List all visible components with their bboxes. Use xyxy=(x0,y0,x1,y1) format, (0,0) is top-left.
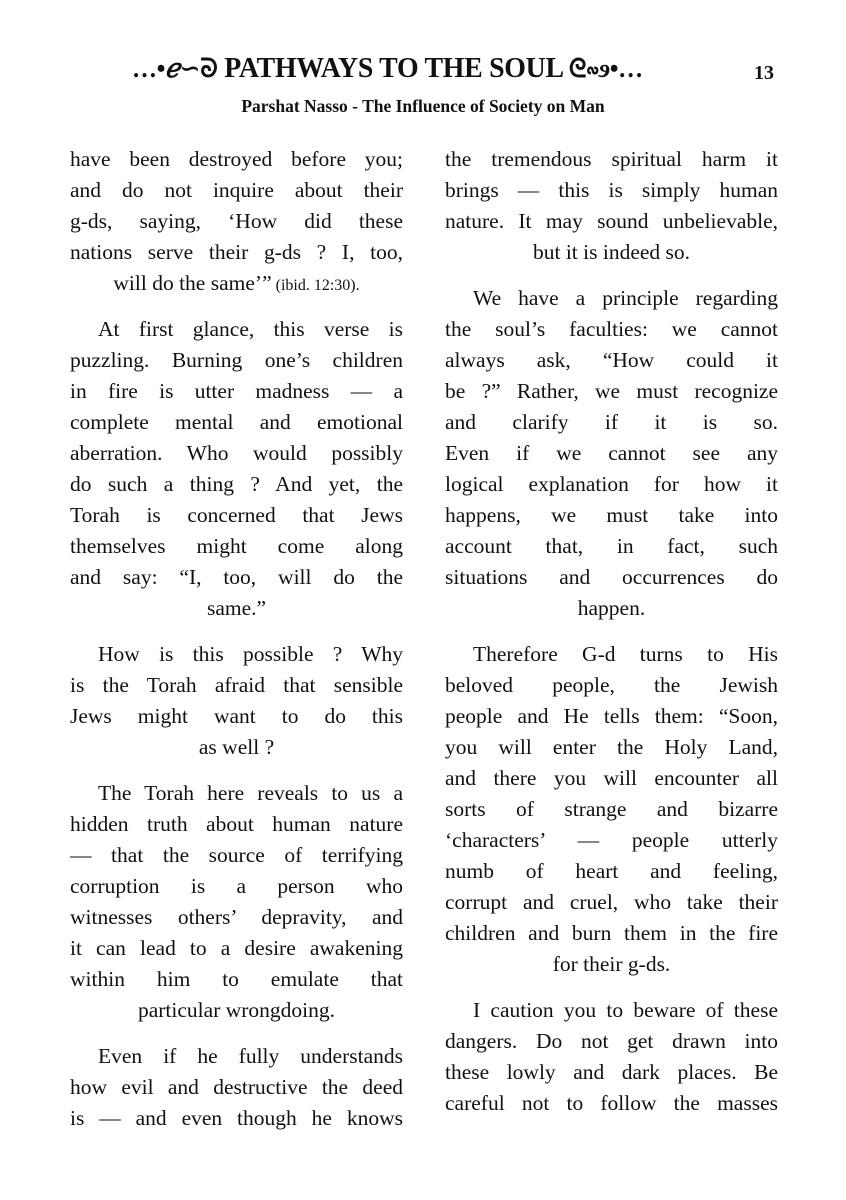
text-line: hidden truth about human nature xyxy=(70,812,403,836)
text-line: and clarify if it is so. xyxy=(445,410,778,434)
text-line: ‘characters’ — people utterly xyxy=(445,828,778,852)
page-number: 13 xyxy=(754,62,774,84)
text-line: same.” xyxy=(206,596,267,620)
text-line: in fire is utter madness — a xyxy=(70,379,403,403)
text-line: particular wrongdoing. xyxy=(137,998,336,1022)
book-title-row xyxy=(132,52,643,85)
chapter-subtitle: Parshat Nasso - The Influence of Society on Man xyxy=(241,96,605,116)
text-line: happen. xyxy=(577,596,646,620)
text-line: aberration. Who would possibly xyxy=(70,441,403,465)
paragraph xyxy=(445,144,778,268)
text-line: is the Torah afraid that sensible xyxy=(70,673,403,697)
text-line: within him to emulate that xyxy=(70,967,403,991)
text-line: these lowly and dark places. Be xyxy=(445,1060,778,1084)
book-title: PATHWAYS TO THE SOUL xyxy=(224,52,563,84)
text-line: and say: “I, too, will do the xyxy=(70,565,403,589)
text-line: as well ? xyxy=(198,735,275,759)
paragraph xyxy=(445,995,778,1119)
text-line: always ask, “How could it xyxy=(445,348,778,372)
paragraph xyxy=(70,314,403,624)
paragraph xyxy=(70,144,403,299)
text-line: situations and occurrences do xyxy=(445,565,778,589)
text-line: the tremendous spiritual harm it xyxy=(445,147,778,171)
text-line: how evil and destructive the deed xyxy=(70,1075,403,1099)
citation: (ibid. 12:30). xyxy=(271,277,360,294)
text-line: complete mental and emotional xyxy=(70,410,403,434)
paragraph xyxy=(70,778,403,1026)
text-line: for their g-ds. xyxy=(552,952,671,976)
text-line: puzzling. Burning one’s children xyxy=(70,348,403,372)
text-line: Therefore G-d turns to His xyxy=(473,642,778,666)
text-line: How is this possible ? Why xyxy=(98,642,403,666)
left-column xyxy=(70,144,403,1149)
paragraph xyxy=(445,639,778,980)
text-line: nations serve their g-ds ? I, too, xyxy=(70,240,403,264)
text-line: it can lead to a desire awakening xyxy=(70,936,403,960)
paragraph xyxy=(445,283,778,624)
text-line: themselves might come along xyxy=(70,534,403,558)
text-line: Even if we cannot see any xyxy=(445,441,778,465)
text-line: witnesses others’ depravity, and xyxy=(70,905,403,929)
text-line: Torah is concerned that Jews xyxy=(70,503,403,527)
ornament-left-icon: …•ℯ∽ᘐ xyxy=(132,54,218,83)
text-line xyxy=(70,268,403,299)
text-line: dangers. Do not get drawn into xyxy=(445,1029,778,1053)
text-line: beloved people, the Jewish xyxy=(445,673,778,697)
text-line: Even if he fully understands xyxy=(98,1044,403,1068)
paragraph xyxy=(70,639,403,763)
text-line: At first glance, this verse is xyxy=(98,317,403,341)
text-line: be ?” Rather, we must recognize xyxy=(445,379,778,403)
text-line: We have a principle regarding xyxy=(473,286,778,310)
text-line: the soul’s faculties: we cannot xyxy=(445,317,778,341)
ornament-right-icon: ᘓ∾ɘ•… xyxy=(568,54,643,83)
text-line: Jews might want to do this xyxy=(70,704,403,728)
text-line: and do not inquire about their xyxy=(70,178,403,202)
text-line: do such a thing ? And yet, the xyxy=(70,472,403,496)
quote-text: will do the same’” xyxy=(113,271,272,295)
text-line: careful not to follow the masses xyxy=(445,1091,778,1115)
text-line: nature. It may sound unbelievable, xyxy=(445,209,778,233)
text-line: — that the source of terrifying xyxy=(70,843,403,867)
text-line: logical explanation for how it xyxy=(445,472,778,496)
text-line: and there you will encounter all xyxy=(445,766,778,790)
text-line: children and burn them in the fire xyxy=(445,921,778,945)
paragraph xyxy=(70,1041,403,1134)
text-line: is — and even though he knows xyxy=(70,1106,403,1130)
text-line: account that, in fact, such xyxy=(445,534,778,558)
text-line: people and He tells them: “Soon, xyxy=(445,704,778,728)
text-line: corruption is a person who xyxy=(70,874,403,898)
text-line: happens, we must take into xyxy=(445,503,778,527)
right-column xyxy=(445,144,778,1134)
text-line: g-ds, saying, ‘How did these xyxy=(70,209,403,233)
text-line: I caution you to beware of these xyxy=(473,998,778,1022)
text-line: corrupt and cruel, who take their xyxy=(445,890,778,914)
text-line: numb of heart and feeling, xyxy=(445,859,778,883)
text-line: have been destroyed before you; xyxy=(70,147,403,171)
text-line: but it is indeed so. xyxy=(532,240,691,264)
text-line: The Torah here reveals to us a xyxy=(98,781,403,805)
text-line: sorts of strange and bizarre xyxy=(445,797,778,821)
text-line: you will enter the Holy Land, xyxy=(445,735,778,759)
text-line: brings — this is simply human xyxy=(445,178,778,202)
